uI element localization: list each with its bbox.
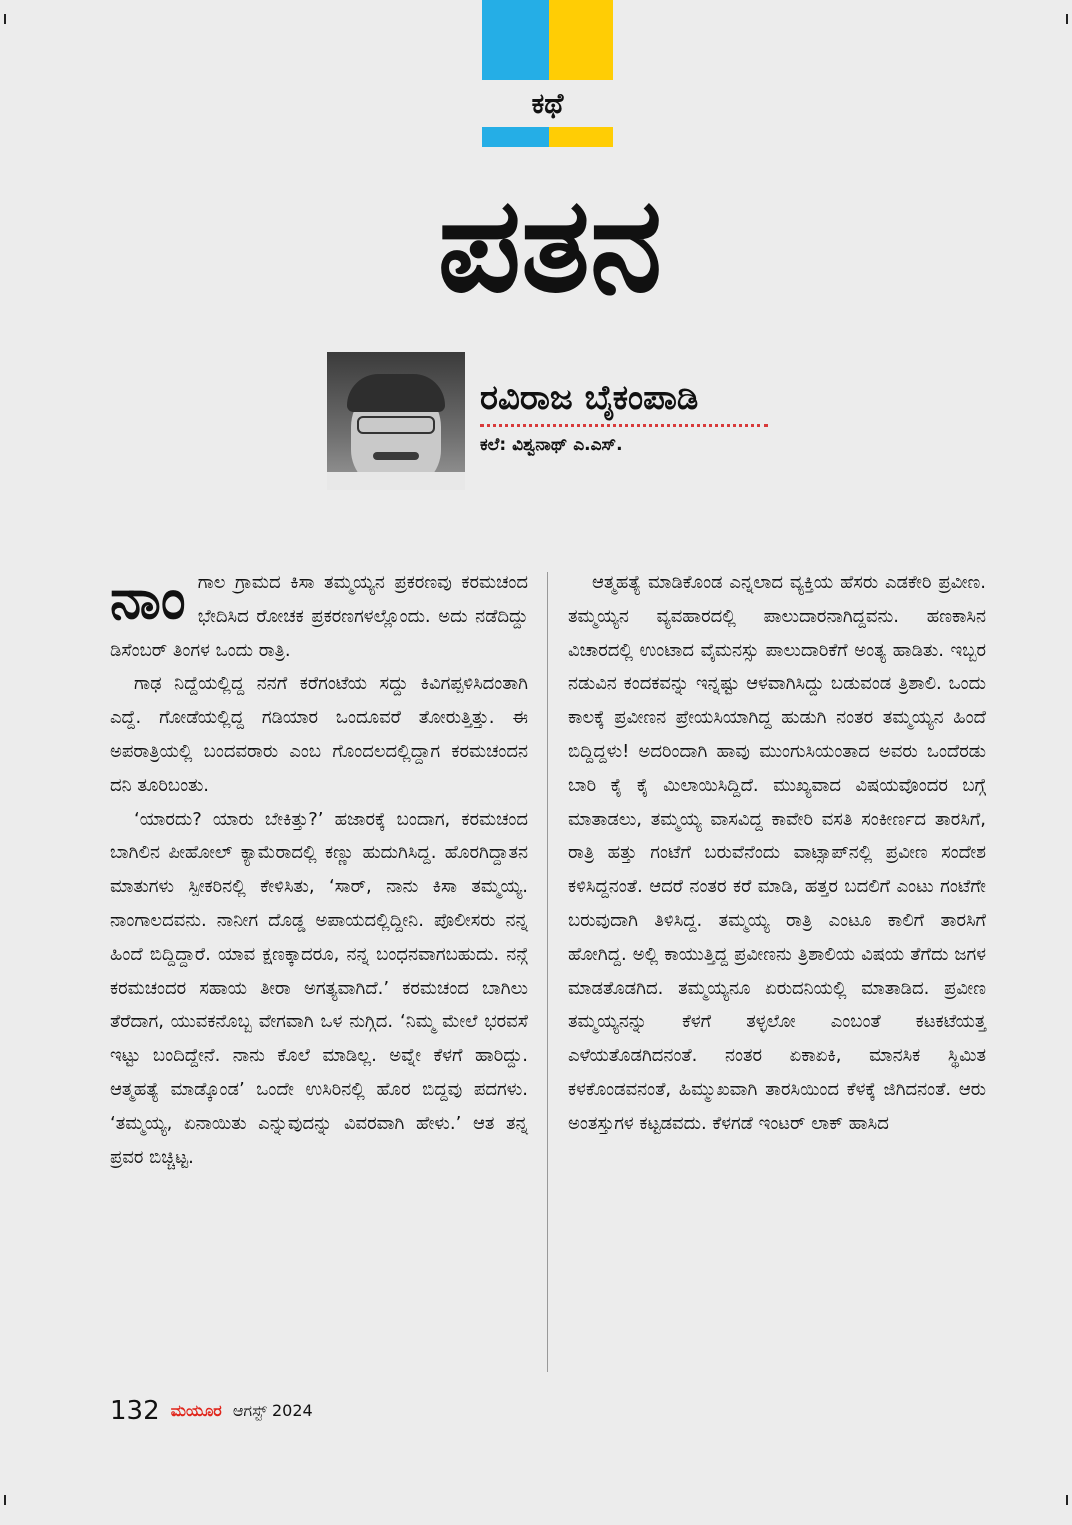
article-paragraph: ನಾಂಗಾಲ ಗ್ರಾಮದ ಕಿಸಾ ತಮ್ಮಯ್ಯನ ಪ್ರಕರಣವು ಕರಮಚಂದ ಭೇದಿಸಿದ ರೋಚಕ ಪ್ರಕರಣಗಳಲ್ಲೊಂದು. ಅದು ನಡೆದಿದ್ದು ಡಿಸೆಂಬರ್ ತಿಂಗಳ ಒಂದು ರಾತ್ರಿ. [110, 567, 528, 661]
art-credit: ಕಲೆ: ವಿಶ್ವನಾಥ್ ಎ.ಎಸ್. [480, 435, 623, 455]
article-column-right [568, 566, 986, 1141]
header-block-blue [482, 0, 549, 80]
section-bar-yellow [549, 127, 613, 147]
article-paragraph: ‘ಯಾರದು? ಯಾರು ಬೇಕಿತ್ತು?’ ಹಜಾರಕ್ಕೆ ಬಂದಾಗ, ಕರಮಚಂದ ಬಾಗಿಲಿನ ಪೀಹೋಲ್ ಕ್ಯಾಮೆರಾದಲ್ಲಿ ಕಣ್ಣು ಹುದುಗಿಸಿದ್ದ. ಹೊರಗಿದ್ದಾತನ ಮಾತುಗಳು ಸ್ಪೀಕರಿನಲ್ಲಿ ಕೇಳಿಸಿತು, ‘ಸಾರ್, ನಾನು ಕಿಸಾ ತಮ್ಮಯ್ಯ. ನಾಂಗಾಲದವನು. ನಾನೀಗ ದೊಡ್ಡ ಅಪಾಯದಲ್ಲಿದ್ದೀನಿ. ಪೊಲೀಸರು ನನ್ನ ಹಿಂದೆ ಬಿದ್ದಿದ್ದಾರೆ. ಯಾವ ಕ್ಷಣಕ್ಕಾದರೂ, ನನ್ನ ಬಂಧನವಾಗಬಹುದು. ನನ್ಗೆ ಕರಮಚಂದರ ಸಹಾಯ ತೀರಾ ಅಗತ್ಯವಾಗಿದೆ.’ ಕರಮಚಂದ ಬಾಗಿಲು ತೆರೆದಾಗ, ಯುವಕನೊಬ್ಬ ವೇಗವಾಗಿ ಒಳ ನುಗ್ಗಿದ. ‘ನಿಮ್ಮ ಮೇಲೆ ಭರವಸೆ ಇಟ್ಟು ಬಂದಿದ್ದೇನೆ. ನಾನು ಕೊಲೆ ಮಾಡಿಲ್ಲ. ಅವ್ನೇ ಕೆಳಗೆ ಹಾರಿದ್ದು. ಆತ್ಮಹತ್ಯೆ ಮಾಡ್ಕೊಂಡ’ ಒಂದೇ ಉಸಿರಿನಲ್ಲಿ ಹೊರ ಬಿದ್ದವು ಪದಗಳು. ‘ತಮ್ಮಯ್ಯ, ಏನಾಯಿತು ಎನ್ನುವುದನ್ನು ವಿವರವಾಗಿ ಹೇಳು.’ ಆತ ತನ್ನ ಪ್ರವರ ಬಿಚ್ಚಿಟ್ಟ. [110, 808, 528, 1168]
crop-mark-bottom-left [4, 1495, 6, 1505]
drop-cap: ನಾಂ [110, 567, 184, 632]
article-column-left [110, 566, 528, 1174]
crop-mark-top-right [1066, 14, 1068, 24]
crop-mark-top-left [4, 14, 6, 24]
magazine-logo: ಮಯೂರ [170, 1401, 222, 1420]
column-divider [547, 572, 548, 1372]
author-photo [327, 352, 465, 490]
section-label: ಕಥೆ [531, 87, 564, 120]
article-paragraph: ಗಾಢ ನಿದ್ದೆಯಲ್ಲಿದ್ದ ನನಗೆ ಕರೆಗಂಟೆಯ ಸದ್ದು ಕಿವಿಗಪ್ಪಳಿಸಿದಂತಾಗಿ ಎದ್ದೆ. ಗೋಡೆಯಲ್ಲಿದ್ದ ಗಡಿಯಾರ ಒಂದೂವರೆ ತೋರುತ್ತಿತ್ತು. ಈ ಅಪರಾತ್ರಿಯಲ್ಲಿ ಬಂದವರಾರು ಎಂಬ ಗೊಂದಲದಲ್ಲಿದ್ದಾಗ ಕರಮಚಂದನ ದನಿ ತೂರಿಬಂತು. [110, 673, 528, 796]
author-name: ರವಿರಾಜ ಬೈಕಂಪಾಡಿ [480, 378, 699, 418]
issue-date: ಆಗಸ್ಟ್ 2024 [232, 1401, 313, 1420]
author-divider [480, 424, 768, 427]
article-paragraph: ಆತ್ಮಹತ್ಯೆ ಮಾಡಿಕೊಂಡ ಎನ್ನಲಾದ ವ್ಯಕ್ತಿಯ ಹೆಸರು ಎಡಕೇರಿ ಪ್ರವೀಣ. ತಮ್ಮಯ್ಯನ ವ್ಯವಹಾರದಲ್ಲಿ ಪಾಲುದಾರನಾಗಿದ್ದವನು. ಹಣಕಾಸಿನ ವಿಚಾರದಲ್ಲಿ ಉಂಟಾದ ವೈಮನಸ್ಸು ಪಾಲುದಾರಿಕೆಗೆ ಅಂತ್ಯ ಹಾಡಿತು. ಇಬ್ಬರ ನಡುವಿನ ಕಂದಕವನ್ನು ಇನ್ನಷ್ಟು ಆಳವಾಗಿಸಿದ್ದು ಬಡುವಂಡ ತ್ರಿಶಾಲಿ. ಒಂದು ಕಾಲಕ್ಕೆ ಪ್ರವೀಣನ ಪ್ರೇಯಸಿಯಾಗಿದ್ದ ಹುಡುಗಿ ನಂತರ ತಮ್ಮಯ್ಯನ ಹಿಂದೆ ಬಿದ್ದಿದ್ದಳು! ಅದರಿಂದಾಗಿ ಹಾವು ಮುಂಗುಸಿಯಂತಾದ ಅವರು ಒಂದೆರಡು ಬಾರಿ ಕೈ ಕೈ ಮಿಲಾಯಿಸಿದ್ದಿದೆ. ಮುಖ್ಯವಾದ ವಿಷಯವೊಂದರ ಬಗ್ಗೆ ಮಾತಾಡಲು, ತಮ್ಮಯ್ಯ ವಾಸವಿದ್ದ ಕಾವೇರಿ ವಸತಿ ಸಂಕೀರ್ಣದ ತಾರಸಿಗೆ, ರಾತ್ರಿ ಹತ್ತು ಗಂಟೆಗೆ ಬರುವೆನೆಂದು ವಾಟ್ಸಾಪ್‌ನಲ್ಲಿ ಪ್ರವೀಣ ಸಂದೇಶ ಕಳಿಸಿದ್ದನಂತೆ. ಆದರೆ ನಂತರ ಕರೆ ಮಾಡಿ, ಹತ್ತರ ಬದಲಿಗೆ ಎಂಟು ಗಂಟೆಗೇ ಬರುವುದಾಗಿ ತಿಳಿಸಿದ್ದ. ತಮ್ಮಯ್ಯ ರಾತ್ರಿ ಎಂಟೂ ಕಾಲಿಗೆ ತಾರಸಿಗೆ ಹೋಗಿದ್ದ. ಅಲ್ಲಿ ಕಾಯುತ್ತಿದ್ದ ಪ್ರವೀಣನು ತ್ರಿಶಾಲಿಯ ವಿಷಯ ತೆಗೆದು ಜಗಳ ಮಾಡತೊಡಗಿದ. ತಮ್ಮಯ್ಯನೂ ಏರುದನಿಯಲ್ಲಿ ಮಾತಾಡಿದ. ಪ್ರವೀಣ ತಮ್ಮಯ್ಯನನ್ನು ಕೆಳಗೆ ತಳ್ಳಲೋ ಎಂಬಂತೆ ಕಟಕಟೆಯತ್ತ ಎಳೆಯತೊಡಗಿದನಂತೆ. ನಂತರ ಏಕಾಏಕಿ, ಮಾನಸಿಕ ಸ್ಥಿಮಿತ ಕಳಕೊಂಡವನಂತೆ, ಹಿಮ್ಮುಖವಾಗಿ ತಾರಸಿಯಿಂದ ಕೆಳಕ್ಕೆ ಜಿಗಿದನಂತೆ. ಆರು ಅಂತಸ್ತುಗಳ ಕಟ್ಟಡವದು. ಕೆಳಗಡೆ ಇಂಟರ್ ಲಾಕ್ ಹಾಸಿದ [568, 572, 986, 1134]
section-bar-blue [482, 127, 549, 147]
page-footer [110, 1394, 313, 1428]
header-block-yellow [549, 0, 613, 80]
crop-mark-bottom-right [1066, 1495, 1068, 1505]
story-title: ಪತನ [437, 169, 663, 321]
page-number: 132 [110, 1396, 160, 1426]
